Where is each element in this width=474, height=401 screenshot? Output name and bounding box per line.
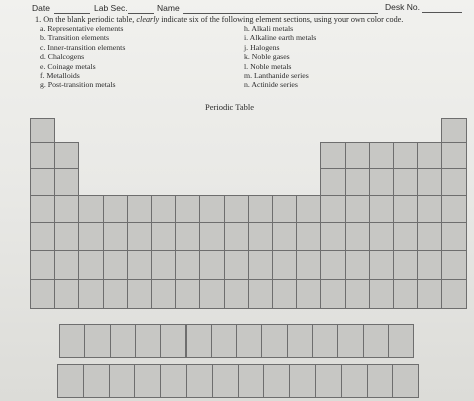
lanthanide-cell[interactable] <box>211 324 237 358</box>
element-cell[interactable] <box>30 168 55 196</box>
element-cell[interactable] <box>441 250 466 280</box>
option-h: h. Alkali metals <box>244 24 294 33</box>
actinide-cell[interactable] <box>134 364 161 398</box>
element-cell[interactable] <box>320 168 345 196</box>
element-cell[interactable] <box>296 195 321 223</box>
element-cell[interactable] <box>393 222 418 251</box>
element-cell[interactable] <box>441 142 466 169</box>
element-cell[interactable] <box>224 250 249 280</box>
element-cell[interactable] <box>54 250 79 280</box>
element-cell[interactable] <box>393 142 418 169</box>
element-cell[interactable] <box>272 195 297 223</box>
element-cell[interactable] <box>393 279 418 309</box>
element-cell[interactable] <box>54 279 79 309</box>
element-cell[interactable] <box>103 195 128 223</box>
element-cell[interactable] <box>417 195 442 223</box>
element-cell[interactable] <box>345 142 370 169</box>
option-k: k. Noble gases <box>244 52 290 62</box>
element-cell[interactable] <box>224 195 249 223</box>
element-cell[interactable] <box>441 222 466 251</box>
element-cell[interactable] <box>369 142 394 169</box>
element-cell[interactable] <box>296 279 321 309</box>
actinide-cell[interactable] <box>367 364 394 398</box>
lanthanide-cell[interactable] <box>363 324 389 358</box>
element-cell[interactable] <box>369 195 394 223</box>
option-l: l. Noble metals <box>244 61 292 71</box>
element-cell[interactable] <box>393 195 418 223</box>
actinide-cell[interactable] <box>238 364 265 398</box>
element-cell[interactable] <box>441 195 466 223</box>
element-cell[interactable] <box>393 250 418 280</box>
element-cell[interactable] <box>248 222 273 251</box>
element-cell[interactable] <box>320 250 345 280</box>
element-cell[interactable] <box>417 222 442 251</box>
instruction-text-after: indicate six of the following element sections, using your own color code. <box>161 15 404 24</box>
actinide-cell[interactable] <box>341 364 368 398</box>
element-cell[interactable] <box>345 195 370 223</box>
element-cell[interactable] <box>127 222 152 251</box>
element-cell[interactable] <box>393 168 418 196</box>
header-date-label: Date <box>32 3 50 13</box>
element-cell[interactable] <box>30 250 55 280</box>
element-cell[interactable] <box>78 279 103 309</box>
element-cell[interactable] <box>175 279 200 309</box>
element-cell[interactable] <box>224 222 249 251</box>
element-cell[interactable] <box>320 142 345 169</box>
element-cell[interactable] <box>30 279 55 309</box>
element-cell[interactable] <box>369 168 394 196</box>
lanthanide-cell[interactable] <box>186 324 212 358</box>
lanthanide-cell[interactable] <box>337 324 363 358</box>
option-b: b. Transition elements <box>40 33 110 43</box>
lanthanide-cell[interactable] <box>287 324 313 358</box>
element-cell[interactable] <box>224 279 249 309</box>
element-cell[interactable] <box>417 142 442 169</box>
element-cell[interactable] <box>320 195 345 223</box>
element-cell[interactable] <box>78 250 103 280</box>
actinide-cell[interactable] <box>109 364 136 398</box>
option-m: m. Lanthanide series <box>244 71 309 81</box>
element-cell[interactable] <box>248 195 273 223</box>
element-cell[interactable] <box>151 279 176 309</box>
option-d: d. Chalcogens <box>40 52 85 62</box>
element-cell[interactable] <box>54 195 79 223</box>
element-cell[interactable] <box>30 222 55 251</box>
element-cell[interactable] <box>345 250 370 280</box>
actinide-cell[interactable] <box>315 364 342 398</box>
element-cell[interactable] <box>345 279 370 309</box>
instruction-number: 1. <box>35 15 42 24</box>
element-cell[interactable] <box>441 118 466 143</box>
element-cell[interactable] <box>369 250 394 280</box>
header-lab-sec-label: Lab Sec. <box>94 3 128 13</box>
element-cell[interactable] <box>417 250 442 280</box>
element-cell[interactable] <box>296 250 321 280</box>
lanthanide-cell[interactable] <box>388 324 414 358</box>
option-j: j. Halogens <box>244 42 280 52</box>
element-cell[interactable] <box>199 250 224 280</box>
element-cell[interactable] <box>78 222 103 251</box>
element-cell[interactable] <box>320 222 345 251</box>
element-cell[interactable] <box>345 168 370 196</box>
actinide-cell[interactable] <box>186 364 213 398</box>
element-cell[interactable] <box>151 250 176 280</box>
element-cell[interactable] <box>175 222 200 251</box>
lanthanide-cell[interactable] <box>236 324 262 358</box>
element-cell[interactable] <box>199 195 224 223</box>
element-cell[interactable] <box>199 222 224 251</box>
lanthanide-cell[interactable] <box>135 324 161 358</box>
element-cell[interactable] <box>369 279 394 309</box>
element-cell[interactable] <box>272 222 297 251</box>
element-cell[interactable] <box>175 195 200 223</box>
actinide-cell[interactable] <box>160 364 187 398</box>
element-cell[interactable] <box>127 195 152 223</box>
instruction-emphasis: clearly <box>136 15 160 24</box>
element-cell[interactable] <box>272 279 297 309</box>
header-desk-label: Desk No. <box>385 2 420 12</box>
element-cell[interactable] <box>30 118 55 143</box>
actinide-cell[interactable] <box>263 364 290 398</box>
element-cell[interactable] <box>151 222 176 251</box>
element-cell[interactable] <box>199 279 224 309</box>
actinide-cell[interactable] <box>289 364 316 398</box>
element-cell[interactable] <box>417 168 442 196</box>
element-cell[interactable] <box>78 195 103 223</box>
option-a: a. Representative elements <box>40 24 124 33</box>
element-cell[interactable] <box>54 222 79 251</box>
actinide-cell[interactable] <box>212 364 239 398</box>
element-cell[interactable] <box>127 279 152 309</box>
lanthanide-cell[interactable] <box>59 324 85 358</box>
option-e: e. Coinage metals <box>40 61 96 71</box>
element-cell[interactable] <box>369 222 394 251</box>
element-cell[interactable] <box>345 222 370 251</box>
lanthanide-cell[interactable] <box>110 324 136 358</box>
option-c: c. Inner-transition elements <box>40 42 126 52</box>
element-cell[interactable] <box>127 250 152 280</box>
option-g: g. Post-transition metals <box>40 80 116 90</box>
actinide-cell[interactable] <box>83 364 110 398</box>
element-cell[interactable] <box>441 168 466 196</box>
option-i: i. Alkaline earth metals <box>244 33 317 43</box>
element-cell[interactable] <box>30 142 55 169</box>
element-cell[interactable] <box>417 279 442 309</box>
element-cell[interactable] <box>103 250 128 280</box>
actinide-cell[interactable] <box>392 364 419 398</box>
option-f: f. Metalloids <box>40 71 80 81</box>
lanthanide-cell[interactable] <box>160 324 186 358</box>
element-cell[interactable] <box>103 222 128 251</box>
element-cell[interactable] <box>30 195 55 223</box>
lanthanide-cell[interactable] <box>84 324 110 358</box>
element-cell[interactable] <box>151 195 176 223</box>
element-cell[interactable] <box>296 222 321 251</box>
header-name-label: Name <box>157 3 180 13</box>
element-cell[interactable] <box>54 142 79 169</box>
element-cell[interactable] <box>54 168 79 196</box>
instruction-text-before: On the blank periodic table, <box>43 15 135 24</box>
option-n: n. Actinide series <box>244 80 298 90</box>
element-cell[interactable] <box>175 250 200 280</box>
element-cell[interactable] <box>441 279 466 309</box>
element-cell[interactable] <box>103 279 128 309</box>
element-cell[interactable] <box>248 250 273 280</box>
element-cell[interactable] <box>248 279 273 309</box>
element-cell[interactable] <box>320 279 345 309</box>
lanthanide-cell[interactable] <box>261 324 287 358</box>
actinide-cell[interactable] <box>57 364 84 398</box>
periodic-table-title: Periodic Table <box>205 102 255 112</box>
lanthanide-cell[interactable] <box>312 324 338 358</box>
element-cell[interactable] <box>272 250 297 280</box>
